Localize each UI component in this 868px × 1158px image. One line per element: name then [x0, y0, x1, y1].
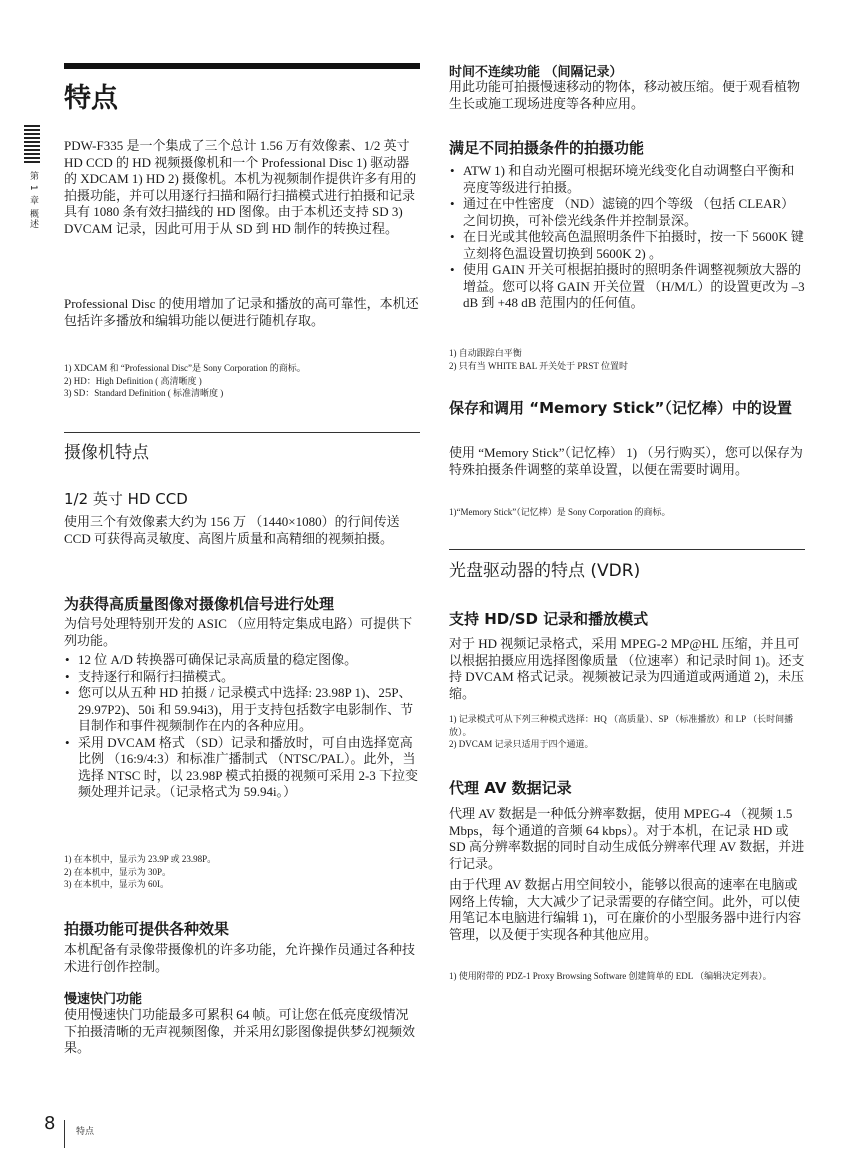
chapter-side-tab [24, 125, 40, 229]
section-rule [64, 432, 420, 433]
conditions-bullet-list [449, 163, 805, 312]
footnote: 1) 在本机中，显示为 23.9P 或 23.98P。 [64, 854, 217, 864]
list-item: • 采用 DVCAM 格式 （SD）记录和播放时，可自由选择宽高比例 （16:9/4:3）和标准广播制式 （NTSC/PAL）。此外，当选择 NTSC 时，以 23.98P 模式拍摄的视频可采用 2-3 下拉变频处理并记录。（记录格式为 59.94i。） [64, 735, 420, 801]
list-item: • ATW 1) 和自动光圈可根据环境光线变化自动调整白平衡和亮度等级进行拍摄。 [449, 163, 805, 196]
chapter-label: 第 1 章 概述 [28, 171, 38, 230]
memory-heading: 保存和调用 “Memory Stick”（记忆棒）中的设置 [449, 399, 792, 417]
camera-section-heading: 摄像机特点 [64, 443, 149, 463]
footnote: 3) SD：Standard Definition ( 标准清晰度 ) [64, 388, 224, 398]
footnote: 2) 在本机中，显示为 30P。 [64, 866, 172, 877]
footer-divider [64, 1120, 65, 1148]
title-rule [64, 63, 420, 69]
page-title: 特点 [64, 83, 118, 114]
list-item: • 您可以从五种 HD 拍摄 / 记录模式中选择: 23.98P 1)、25P、29.97P2)、50i 和 59.94i3)，用于支持包括数字电影制作、节目制作和事件视频制作在内的各种应用。 [64, 685, 420, 735]
vdr-section-heading: 光盘驱动器的特点 (VDR) [449, 561, 641, 581]
section-rule [449, 549, 805, 550]
asic-bullet-list [64, 652, 420, 801]
footnote: 2) HD：High Definition ( 高清晰度 ) [64, 375, 202, 386]
conditions-heading: 满足不同拍摄条件的拍摄功能 [449, 139, 645, 157]
asic-footnotes [64, 853, 420, 891]
interval-text: 用此功能可拍摄慢速移动的物体，移动被压缩。便于观看植物生长或施工现场进度等各种应用。 [449, 79, 801, 111]
interval-heading: 时间不连续功能 （间隔记录） [449, 65, 623, 80]
page-number: 8 [44, 1113, 56, 1134]
footnote: 1) XDCAM 和 “Professional Disc”是 Sony Corporation 的商标。 [64, 363, 306, 373]
footnote: 3) 在本机中，显示为 60I。 [64, 879, 169, 889]
intro-paragraph: PDW-F335 是一个集成了三个总计 1.56 万有效像素、1/2 英寸 HD CCD 的 HD 视频摄像机和一个 Professional Disc 1) 驱动器的 XDCAM 1) HD 2) 摄像机。本机为视频制作提供许多有用的拍摄功能，并可以用逐行扫描和隔行扫描模式进行拍摄和记录具有 1080 条有效扫描线的 HD 图像。由于本机还支持 SD 3) DVCAM 记录，因此可用于从 SD 到 HD 制作的转换过程。 [64, 138, 417, 236]
asic-text: 为信号处理特别开发的 ASIC （应用特定集成电路）可提供下列功能。 [64, 616, 413, 648]
memory-text: 使用 “Memory Stick”（记忆棒） 1) （另行购买），您可以保存为特殊拍摄条件调整的菜单设置，以便在需要时调用。 [449, 445, 803, 477]
ccd-text: 使用三个有效像素大约为 156 万 （1440×1080）的行间传送 CCD 可获得高灵敏度、高图片质量和高精细的视频拍摄。 [64, 514, 400, 546]
list-item: • 使用 GAIN 开关可根据拍摄时的照明条件调整视频放大器的增益。您可以将 GAIN 开关位置 （H/M/L）的设置更改为 –3 dB 到 +48 dB 范围内的任何值。 [449, 262, 805, 312]
proxy-heading: 代理 AV 数据记录 [449, 779, 572, 797]
footnote: 1) 记录模式可从下列三种模式选择：HQ （高质量）、SP （标准播放）和 LP （长时间播放）。 [449, 714, 794, 737]
footnote: 2) 只有当 WHITE BAL 开关处于 PRST 位置时 [449, 360, 628, 371]
chapter-tab-marker [24, 125, 40, 165]
slow-shutter-heading: 慢速快门功能 [64, 992, 143, 1007]
memory-footnote: 1)“Memory Stick”（记忆棒）是 Sony Corporation 的商标。 [449, 507, 671, 517]
slow-shutter-text: 使用慢速快门功能最多可累积 64 帧。可让您在低亮度级情况下拍摄清晰的无声视频图像，并采用幻影图像提供梦幻视频效果。 [64, 1007, 416, 1055]
asic-heading: 为获得高质量图像对摄像机信号进行处理 [64, 595, 335, 613]
list-item: • 12 位 A/D 转换器可确保记录高质量的稳定图像。 [64, 652, 420, 669]
proxy-text: 代理 AV 数据是一种低分辨率数据，使用 MPEG-4 （视频 1.5 Mbps，每个通道的音频 64 kbps）。对于本机，在记录 HD 或 SD 高分辨率数据的同时自动生成低分辨率代理 AV 数据，并进行记录。 [449, 806, 805, 871]
effects-text: 本机配备有录像带摄像机的许多功能，允许操作员通过各种技术进行创作控制。 [64, 942, 416, 974]
footnote: 1) 自动跟踪白平衡 [449, 348, 522, 358]
hdsd-footnotes [449, 713, 805, 751]
intro-footnotes [64, 362, 420, 400]
proxy-footnote: 1) 使用附带的 PDZ-1 Proxy Browsing Software 创建简单的 EDL （编辑决定列表）。 [449, 971, 772, 981]
ccd-heading: 1/2 英寸 HD CCD [64, 490, 188, 508]
hdsd-heading: 支持 HD/SD 记录和播放模式 [449, 610, 649, 628]
intro-paragraph-2: Professional Disc 的使用增加了记录和播放的高可靠性，本机还包括许多播放和编辑功能以便进行随机存取。 [64, 296, 419, 328]
proxy-text-2: 由于代理 AV 数据占用空间较小，能够以很高的速率在电脑或网络上传输，大大减少了记录需要的存储空间。此外，可以使用笔记本电脑进行编辑 1)，可在廉价的小型服务器中进行内容管理，以及便于实现各种其他应用。 [449, 877, 802, 942]
footer-section-label: 特点 [76, 1127, 95, 1137]
effects-heading: 拍摄功能可提供各种效果 [64, 920, 230, 938]
conditions-footnotes [449, 347, 805, 372]
list-item: • 通过在中性密度 （ND）滤镜的四个等级 （包括 CLEAR）之间切换，可补偿光线条件并控制景深。 [449, 196, 805, 229]
list-item: • 在日光或其他较高色温照明条件下拍摄时，按一下 5600K 键立刻将色温设置切换到 5600K 2) 。 [449, 229, 805, 262]
list-item: • 支持逐行和隔行扫描模式。 [64, 669, 420, 686]
footnote: 2) DVCAM 记录只适用于四个通道。 [449, 739, 594, 749]
hdsd-text: 对于 HD 视频记录格式，采用 MPEG-2 MP@HL 压缩，并且可以根据拍摄应用选择图像质量 （位速率）和记录时间 1)。还支持 DVCAM 格式记录。视频被记录为四通道或两通道 2)，未压缩。 [449, 636, 805, 701]
